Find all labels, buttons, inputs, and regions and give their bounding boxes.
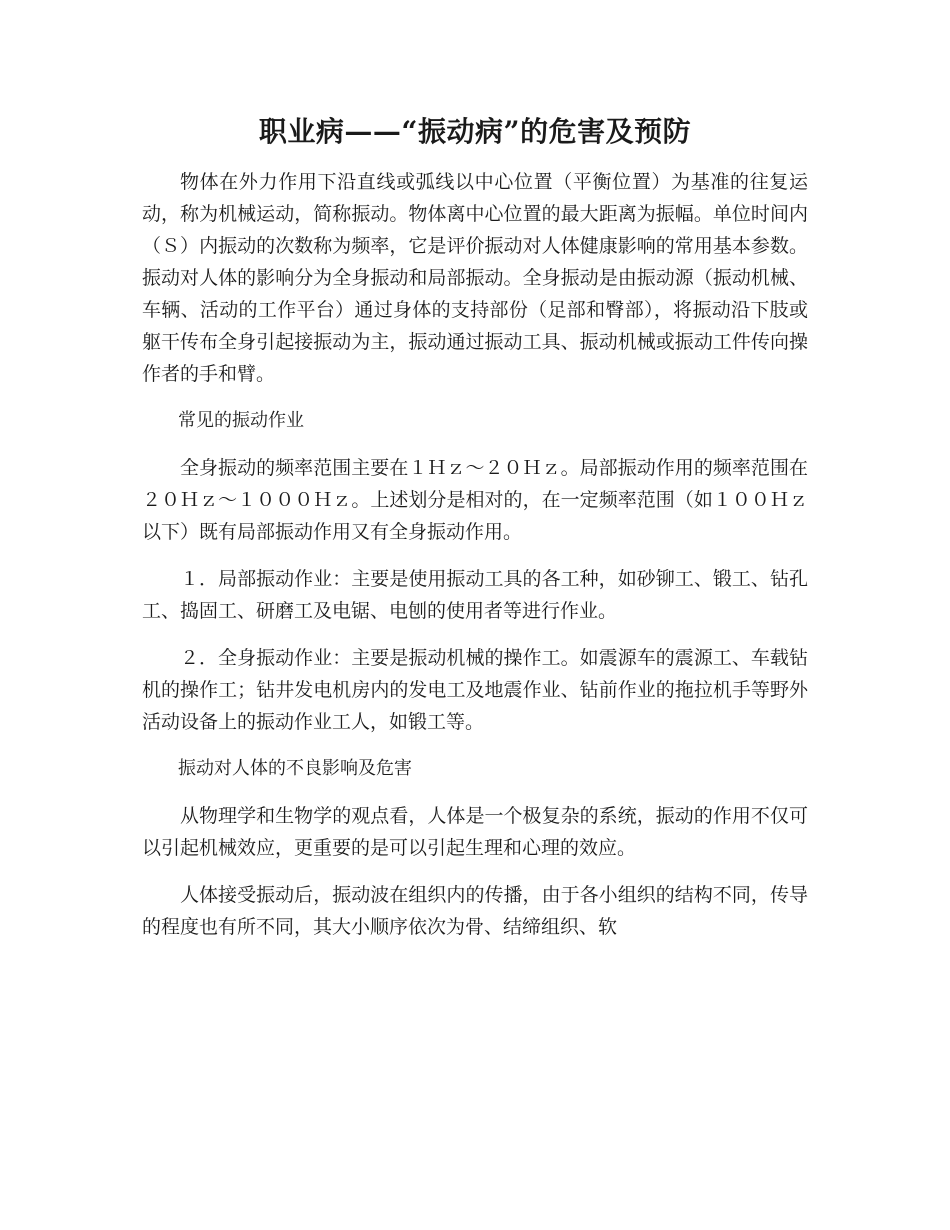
frequency-range-paragraph: 全身振动的频率范围主要在１Ｈｚ～２０Ｈｚ。局部振动作用的频率范围在２０Ｈｚ～１０００Ｈｚ。上述划分是相对的，在一定频率范围（如１００Ｈｚ以下）既有局部振动作用又有全身振动作用。 [142,457,808,543]
section-heading-adverse-effects: 振动对人体的不良影响及危害 [178,758,412,779]
vibration-wave-paragraph: 人体接受振动后，振动波在组织内的传播，由于各小组织的结构不同，传导的程度也有所不同，其大小顺序依次为骨、结缔组织、软 [142,884,808,938]
document-body [142,106,808,943]
document-title: 职业病——“振动病”的危害及预防 [258,115,692,148]
whole-body-vibration-work-paragraph: ２．全身振动作业：主要是振动机械的操作工。如震源车的震源工、车载钻机的操作工；钻井发电机房内的发电工及地震作业、钻前作业的拖拉机手等野外活动设备上的振动作业工人，如锻工等。 [142,647,808,733]
intro-paragraph: 物体在外力作用下沿直线或弧线以中心位置（平衡位置）为基准的往复运动，称为机械运动，简称振动。物体离中心位置的最大距离为振幅。单位时间内（Ｓ）内振动的次数称为频率，它是评价振动对人体健康影响的常用基本参数。振动对人体的影响分为全身振动和局部振动。全身振动是由振动源（振动机械、车辆、活动的工作平台）通过身体的支持部份（足部和臀部），将振动沿下肢或躯干传布全身引起接振动为主，振动通过振动工具、振动机械或振动工件传向操作者的手和臂。 [142,171,808,385]
local-vibration-work-paragraph: １．局部振动作业：主要是使用振动工具的各工种，如砂铆工、锻工、钻孔工、捣固工、研磨工及电锯、电刨的使用者等进行作业。 [142,568,808,622]
section-heading-common-vibration-work: 常见的振动作业 [178,410,304,431]
physics-biology-paragraph: 从物理学和生物学的观点看，人体是一个极复杂的系统，振动的作用不仅可以引起机械效应，更重要的是可以引起生理和心理的效应。 [142,805,808,859]
